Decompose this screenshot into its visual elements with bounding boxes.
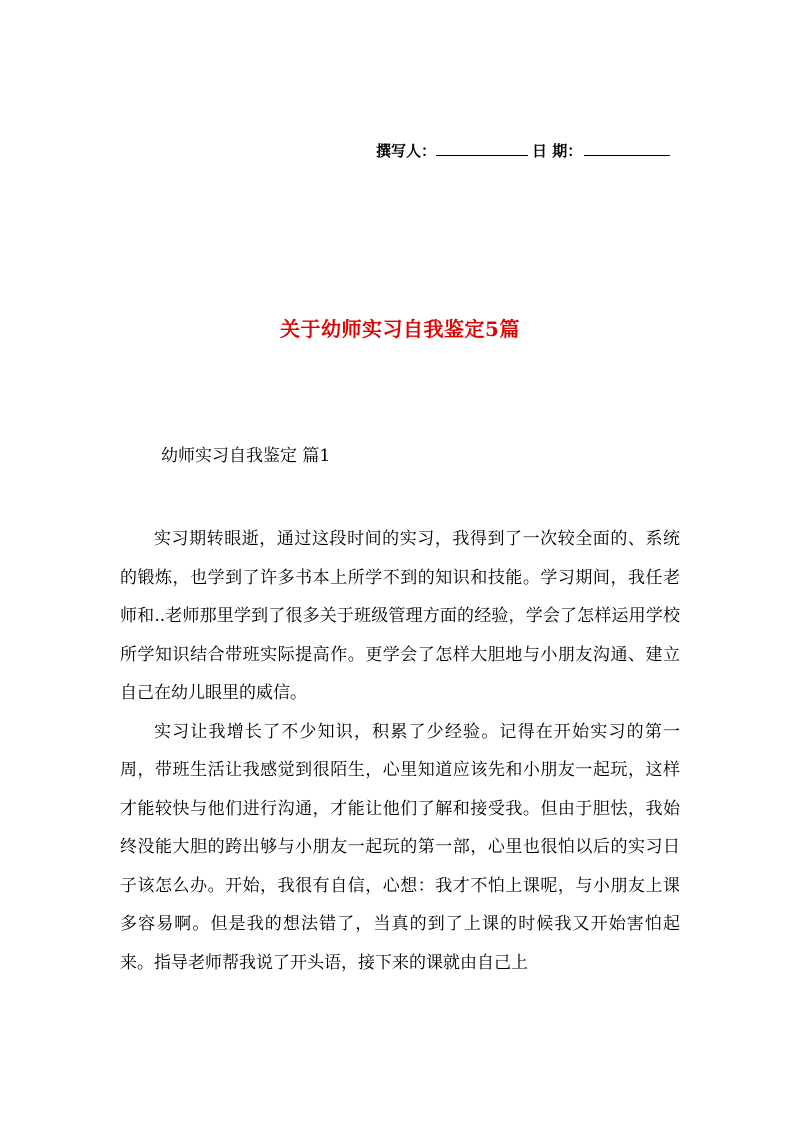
paragraph: 实习期转眼逝，通过这段时间的实习，我得到了一次较全面的、系统的锻炼，也学到了许多书本上所学不到的知识和技能。学习期间，我任老师和..老师那里学到了很多关于班级管理方面的经验，学会了怎样运用学校所学知识结合带班实际提高作。更学会了怎样大胆地与小朋友沟通、建立自己在幼儿眼里的威信。 [120,529,680,703]
author-date-line [376,140,670,161]
body-text [120,520,680,982]
date-blank [584,141,670,156]
document-title: 关于幼师实习自我鉴定5篇 [280,317,520,341]
author-blank [436,141,528,156]
date-label: 日 期： [532,142,583,160]
section-heading: 幼师实习自我鉴定 篇1 [161,446,331,466]
paragraph: 实习让我增长了不少知识，积累了少经验。记得在开始实习的第一周，带班生活让我感觉到很陌生，心里知道应该先和小朋友一起玩，这样才能较快与他们进行沟通，才能让他们了解和接受我。但由于胆怯，我始终没能大胆的跨出够与小朋友一起玩的第一部，心里也很怕以后的实习日子该怎么办。开始，我很有自信，心想：我才不怕上课呢，与小朋友上课多容易啊。但是我的想法错了，当真的到了上课的时候我又开始害怕起来。指导老师帮我说了开头语，接下来的课就由自己上 [120,721,680,973]
author-label: 撰写人： [376,142,437,160]
